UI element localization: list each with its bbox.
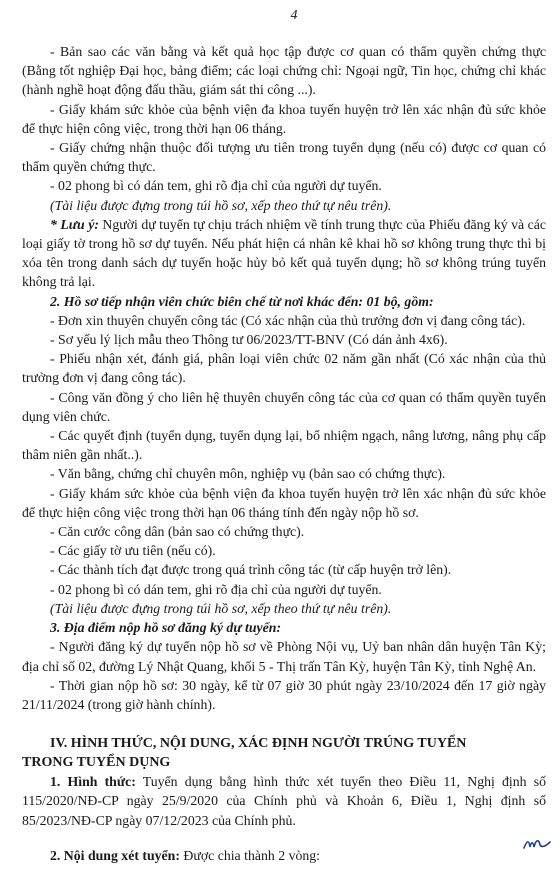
- s2-item: - 02 phong bì có dán tem, ghi rõ địa chỉ của người dự tuyển.: [50, 581, 382, 597]
- paragraph-diploma-copies: - Bản sao các văn bằng và kết quả học tập được cơ quan có thẩm quyền chứng thực (Bằng tốt nghiệp Đại học, bảng điểm; các loại chứng chỉ: Ngoại ngữ, Tin học, chứng chỉ khác (hành nghề hoạt động đấu thầu, giám sát thi công ...).: [22, 44, 546, 98]
- paragraph-form: [22, 772, 546, 830]
- s2-item: - Các quyết định (tuyển dụng, tuyển dụng lại, bổ nhiệm ngạch, nâng lương, nâng phụ cấp thâm niên gần nhất..).: [22, 428, 546, 463]
- section-iv-heading-line-1: IV. HÌNH THỨC, NỘI DUNG, XÁC ĐỊNH NGƯỜI TRÚNG TUYỂN: [50, 736, 467, 752]
- s2-item: - Sơ yếu lý lịch mẫu theo Thông tư 06/2023/TT-BNV (Có dán ảnh 4x6).: [50, 332, 448, 348]
- note-text: Người dự tuyển tự chịu trách nhiệm về tính trung thực của Phiếu đăng ký và các loại giấy tờ trong hồ sơ dự tuyển. Nếu phát hiện cá nhân kê khai hồ sơ không trung thực thì bị xóa tên trong danh sách dự tuyển hoặc hủy bỏ kết quả tuyển dụng; hồ sơ không trúng tuyển không trả lại.: [22, 216, 546, 290]
- note-label: * Lưu ý:: [50, 216, 99, 232]
- paragraph-content: [22, 846, 546, 865]
- paragraph-note: [22, 215, 546, 292]
- content-text: Được chia thành 2 vòng:: [179, 847, 321, 863]
- paragraph-envelopes: - 02 phong bì có dán tem, ghi rõ địa chỉ của người dự tuyển.: [50, 178, 382, 194]
- s2-item: - Đơn xin thuyên chuyển công tác (Có xác nhận của thủ trưởng đơn vị đang công tác).: [50, 312, 526, 328]
- s2-item: - Các thành tích đạt được trong quá trình công tác (từ cấp huyện trở lên).: [50, 562, 452, 578]
- s2-item: - Giấy khám sức khỏe của bệnh viện đa khoa tuyến huyện trở lên xác nhận đủ sức khỏe để thực hiện công việc trong thời hạn 06 tháng tính đến ngày nộp hồ sơ.: [22, 485, 546, 520]
- s2-item: - Công văn đồng ý cho liên hệ thuyên chuyển công tác của cơ quan có thẩm quyền tuyển dụng viên chức.: [22, 389, 546, 424]
- s2-item: - Căn cước công dân (bản sao có chứng thực).: [50, 524, 305, 540]
- section-3-title: 3. Địa điểm nộp hồ sơ đăng ký dự tuyển:: [50, 620, 282, 636]
- paragraph-submission-time: - Thời gian nộp hồ sơ: 30 ngày, kể từ 07 giờ 30 phút ngày 23/10/2024 đến 17 giờ ngày 21/11/2024 (trong giờ hành chính).: [22, 677, 546, 712]
- page-number: 4: [290, 8, 298, 23]
- section-2-title: 2. Hồ sơ tiếp nhận viên chức biên chế từ nơi khác đến: 01 bộ, gồm:: [50, 293, 434, 309]
- paragraph-submission-place: - Người đăng ký dự tuyển nộp hồ sơ về Phòng Nội vụ, Uỷ ban nhân dân huyện Tân Kỳ; địa chỉ số 02, đường Lý Nhật Quang, khối 5 - Thị trấn Tân Kỳ, huyện Tân Kỳ, tỉnh Nghệ An.: [22, 639, 546, 674]
- section-2-note: (Tài liệu được đựng trong túi hồ sơ, xếp theo thứ tự nêu trên).: [50, 600, 392, 616]
- s2-item: - Văn bằng, chứng chỉ chuyên môn, nghiệp vụ (bản sao có chứng thực).: [50, 466, 446, 482]
- paragraph-health-certificate: - Giấy khám sức khỏe của bệnh viện đa khoa tuyến huyện trở lên xác nhận đủ sức khỏe để thực hiện công việc, trong thời hạn 06 tháng.: [22, 101, 546, 136]
- s2-item: - Phiếu nhận xét, đánh giá, phân loại viên chức 02 năm gần nhất (Có xác nhận của thủ trưởng đơn vị đang công tác).: [22, 351, 546, 386]
- section-iv-heading-line-2: TRONG TUYỂN DỤNG: [22, 755, 171, 771]
- section-iv-heading: [22, 734, 546, 772]
- form-text: Tuyển dụng bằng hình thức xét tuyển theo Điều 11, Nghị định số 115/2020/NĐ-CP ngày 25/9/2020 của Chính phủ và Khoản 6, Điều 1, Nghị định số 85/2023/NĐ-CP ngày 07/12/2023 của Chính phủ.: [22, 774, 546, 828]
- content-label: 2. Nội dung xét tuyển:: [50, 847, 180, 863]
- paragraph-priority-certificate: - Giấy chứng nhận thuộc đối tượng ưu tiên trong tuyển dụng (nếu có) được cơ quan có thẩm quyền chứng thực.: [22, 140, 546, 175]
- initial-signature-mark: [522, 836, 552, 852]
- paragraph-file-note: (Tài liệu được đựng trong túi hồ sơ, xếp theo thứ tự nêu trên).: [50, 197, 392, 213]
- s2-item: - Các giấy tờ ưu tiên (nếu có).: [50, 543, 216, 559]
- form-label: 1. Hình thức:: [50, 774, 136, 790]
